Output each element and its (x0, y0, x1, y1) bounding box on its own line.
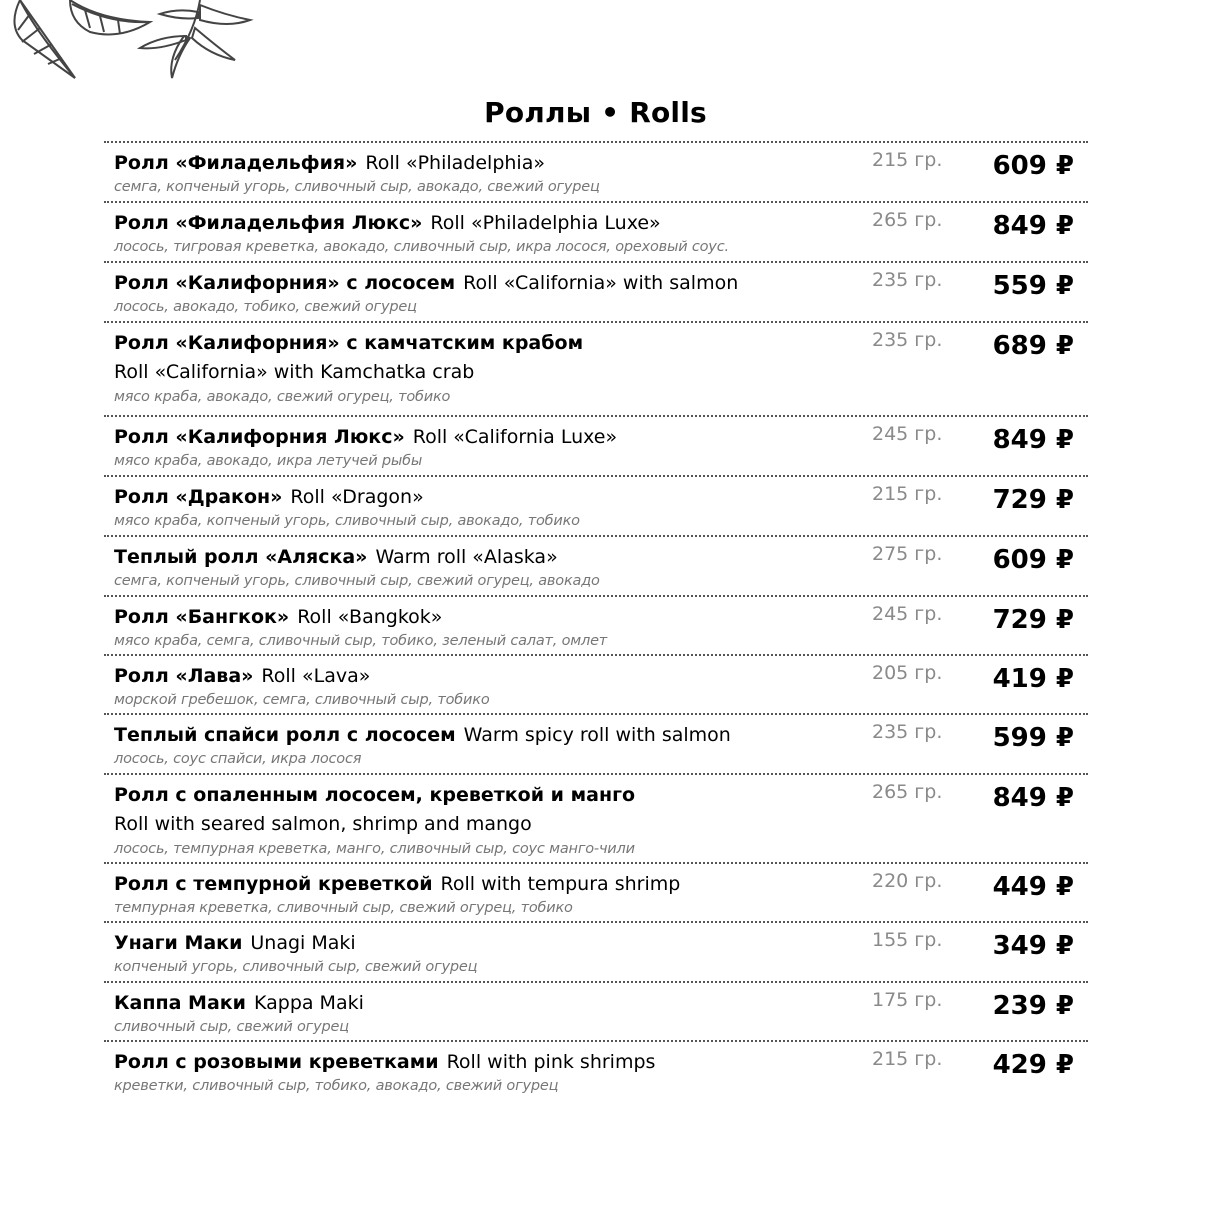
item-price: 849 ₽ (992, 211, 1074, 241)
item-name-ru: Ролл «Калифорния» с камчатским крабом (114, 332, 584, 354)
item-weight: 215 гр. (872, 149, 943, 171)
item-price: 599 ₽ (992, 723, 1074, 753)
menu-item (104, 1040, 1088, 1100)
item-weight: 220 гр. (872, 870, 943, 892)
menu-item (104, 981, 1088, 1040)
item-description: лосось, авокадо, тобико, свежий огурец (114, 299, 417, 315)
item-name-ru: Теплый ролл «Аляска» (114, 546, 368, 568)
item-description: копченый угорь, сливочный сыр, свежий огурец (114, 959, 478, 975)
item-description: мясо краба, авокадо, икра летучей рыбы (114, 453, 423, 469)
item-weight: 265 гр. (872, 781, 943, 803)
item-price: 239 ₽ (992, 991, 1074, 1021)
item-weight: 245 гр. (872, 603, 943, 625)
menu-item (104, 321, 1088, 415)
item-name-ru: Ролл «Калифорния Люкс» (114, 426, 405, 448)
item-description: семга, копченый угорь, сливочный сыр, авокадо, свежий огурец (114, 179, 600, 195)
item-price: 419 ₽ (992, 664, 1074, 694)
item-name-en: Roll with pink shrimps (446, 1051, 656, 1073)
item-name-ru: Теплый спайси ролл с лососем (114, 724, 456, 746)
item-price: 559 ₽ (992, 271, 1074, 301)
item-description: семга, копченый угорь, сливочный сыр, свежий огурец, авокадо (114, 573, 600, 589)
item-price: 689 ₽ (992, 331, 1074, 361)
item-name-en: Roll «California» with salmon (463, 272, 739, 294)
item-name-en: Roll «California» with Kamchatka crab (114, 361, 475, 383)
item-price: 849 ₽ (992, 425, 1074, 455)
item-weight: 235 гр. (872, 269, 943, 291)
item-name-en: Warm roll «Alaska» (375, 546, 558, 568)
menu-item (104, 921, 1088, 981)
item-name-en: Unagi Maki (250, 932, 356, 954)
item-name-en: Warm spicy roll with salmon (463, 724, 731, 746)
item-weight: 205 гр. (872, 662, 943, 684)
item-description: сливочный сыр, свежий огурец (114, 1019, 349, 1035)
item-name-ru: Каппа Маки (114, 992, 246, 1014)
menu-item (104, 141, 1088, 201)
item-name-en: Roll «Dragon» (290, 486, 424, 508)
item-price: 429 ₽ (992, 1050, 1074, 1080)
menu-item (104, 595, 1088, 654)
menu-item (104, 654, 1088, 713)
item-weight: 235 гр. (872, 329, 943, 351)
item-name-en: Roll «California Luxe» (412, 426, 618, 448)
item-description: лосось, темпурная креветка, манго, сливочный сыр, соус манго-чили (114, 841, 635, 857)
menu-item (104, 713, 1088, 773)
item-weight: 275 гр. (872, 543, 943, 565)
item-weight: 155 гр. (872, 929, 943, 951)
item-name-ru: Ролл «Филадельфия Люкс» (114, 212, 423, 234)
item-weight: 215 гр. (872, 483, 943, 505)
menu-item (104, 201, 1088, 261)
item-name-ru: Ролл с розовыми креветками (114, 1051, 439, 1073)
item-price: 609 ₽ (992, 151, 1074, 181)
item-weight: 175 гр. (872, 989, 943, 1011)
item-description: мясо краба, копченый угорь, сливочный сыр, авокадо, тобико (114, 513, 580, 529)
item-name-ru: Ролл «Лава» (114, 665, 254, 687)
item-weight: 245 гр. (872, 423, 943, 445)
item-description: морской гребешок, семга, сливочный сыр, тобико (114, 692, 490, 708)
item-description: мясо краба, авокадо, свежий огурец, тобико (114, 389, 451, 405)
item-name-en: Roll «Philadelphia Luxe» (430, 212, 661, 234)
item-name-ru: Ролл с опаленным лососем, креветкой и манго (114, 784, 636, 806)
menu-item (104, 773, 1088, 862)
item-name-ru: Ролл «Калифорния» с лососем (114, 272, 456, 294)
item-price: 449 ₽ (992, 872, 1074, 902)
item-description: лосось, тигровая креветка, авокадо, сливочный сыр, икра лосося, ореховый соус. (114, 239, 729, 255)
menu-item (104, 261, 1088, 321)
item-price: 729 ₽ (992, 485, 1074, 515)
item-name-en: Roll «Lava» (261, 665, 371, 687)
item-name-en: Kappa Maki (253, 992, 364, 1014)
item-weight: 235 гр. (872, 721, 943, 743)
item-weight: 215 гр. (872, 1048, 943, 1070)
item-name-en: Roll with tempura shrimp (440, 873, 681, 895)
item-name-ru: Ролл «Филадельфия» (114, 152, 358, 174)
item-name-ru: Ролл «Дракон» (114, 486, 283, 508)
item-price: 849 ₽ (992, 783, 1074, 813)
menu-item (104, 415, 1088, 475)
item-description: темпурная креветка, сливочный сыр, свежий огурец, тобико (114, 900, 573, 916)
menu-item (104, 862, 1088, 921)
item-price: 729 ₽ (992, 605, 1074, 635)
item-price: 609 ₽ (992, 545, 1074, 575)
leaf-decoration-icon (0, 0, 270, 90)
menu-list (104, 141, 1088, 1100)
item-description: креветки, сливочный сыр, тобико, авокадо, свежий огурец (114, 1078, 559, 1094)
menu-item (104, 475, 1088, 535)
item-description: лосось, соус спайси, икра лосося (114, 751, 362, 767)
menu-item (104, 535, 1088, 595)
page-title: Роллы • Rolls (484, 96, 707, 129)
item-name-en: Roll with seared salmon, shrimp and mango (114, 813, 532, 835)
item-name-en: Roll «Philadelphia» (365, 152, 545, 174)
item-name-ru: Унаги Маки (114, 932, 243, 954)
item-name-ru: Ролл «Бангкок» (114, 606, 290, 628)
item-price: 349 ₽ (992, 931, 1074, 961)
item-weight: 265 гр. (872, 209, 943, 231)
item-description: мясо краба, семга, сливочный сыр, тобико, зеленый салат, омлет (114, 633, 608, 649)
item-name-ru: Ролл с темпурной креветкой (114, 873, 433, 895)
item-name-en: Roll «Bangkok» (297, 606, 443, 628)
